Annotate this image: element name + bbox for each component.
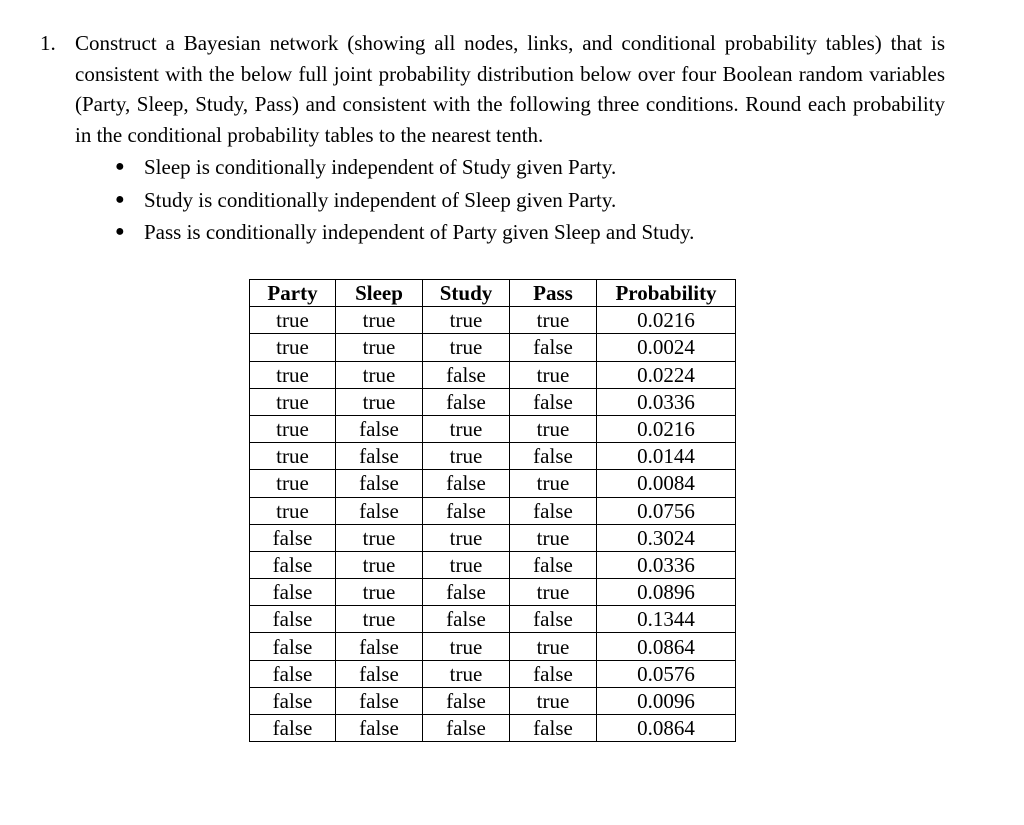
cell-probability: 0.0864 [597, 633, 736, 660]
bullet-icon: ● [115, 223, 125, 240]
cell-sleep: true [336, 361, 423, 388]
header-pass: Pass [510, 280, 597, 307]
cell-sleep: true [336, 307, 423, 334]
cell-party: true [250, 334, 336, 361]
cell-party: false [250, 660, 336, 687]
cell-party: false [250, 715, 336, 742]
cell-probability: 0.0864 [597, 715, 736, 742]
cell-sleep: false [336, 470, 423, 497]
condition-item [40, 151, 945, 184]
cell-study: false [423, 687, 510, 714]
cell-pass: false [510, 443, 597, 470]
question-number: 1. [40, 31, 56, 55]
cell-study: true [423, 524, 510, 551]
cell-study: false [423, 388, 510, 415]
cell-study: true [423, 551, 510, 578]
cell-pass: true [510, 687, 597, 714]
table-body [250, 307, 736, 742]
cell-probability: 0.0224 [597, 361, 736, 388]
cell-sleep: false [336, 715, 423, 742]
cell-study: true [423, 633, 510, 660]
cell-sleep: false [336, 633, 423, 660]
cell-party: false [250, 579, 336, 606]
cell-party: false [250, 606, 336, 633]
cell-party: true [250, 497, 336, 524]
cell-probability: 0.0096 [597, 687, 736, 714]
cell-probability: 0.0216 [597, 307, 736, 334]
table-row [250, 687, 736, 714]
cell-pass: false [510, 660, 597, 687]
cell-study: true [423, 334, 510, 361]
cell-probability: 0.0144 [597, 443, 736, 470]
condition-text: Pass is conditionally independent of Party given Sleep and Study. [144, 220, 695, 244]
cell-party: true [250, 443, 336, 470]
header-probability: Probability [597, 280, 736, 307]
bullet-icon: ● [115, 190, 125, 208]
cell-party: true [250, 307, 336, 334]
cell-study: false [423, 579, 510, 606]
cell-party: true [250, 470, 336, 497]
cell-probability: 0.1344 [597, 606, 736, 633]
table-row [250, 660, 736, 687]
table-row [250, 415, 736, 442]
cell-pass: true [510, 633, 597, 660]
cell-probability: 0.0216 [597, 415, 736, 442]
table-row [250, 633, 736, 660]
cell-sleep: true [336, 579, 423, 606]
conditions-list [40, 151, 945, 249]
condition-item [40, 184, 945, 217]
cell-pass: false [510, 606, 597, 633]
table-row [250, 579, 736, 606]
cell-probability: 0.0336 [597, 388, 736, 415]
cell-sleep: false [336, 497, 423, 524]
table-row [250, 307, 736, 334]
cell-probability: 0.0756 [597, 497, 736, 524]
bullet-icon: ● [115, 158, 125, 175]
cell-sleep: true [336, 606, 423, 633]
table-header-row [250, 280, 736, 307]
cell-study: false [423, 470, 510, 497]
table-row [250, 606, 736, 633]
table-row [250, 361, 736, 388]
cell-sleep: false [336, 660, 423, 687]
question-text: Construct a Bayesian network (showing all nodes, links, and conditional probability tables) that is consistent with the below full joint probability distribution below over four Boolean random variables (Party, Sleep, Study, Pass) and consistent with the following three conditions. Round each probability in the conditional probability tables to the nearest tenth. [75, 31, 945, 147]
cell-pass: true [510, 524, 597, 551]
cell-party: true [250, 415, 336, 442]
cell-party: false [250, 524, 336, 551]
cell-pass: false [510, 388, 597, 415]
table-row [250, 497, 736, 524]
cell-pass: true [510, 361, 597, 388]
cell-pass: false [510, 497, 597, 524]
cell-party: true [250, 388, 336, 415]
table-row [250, 443, 736, 470]
cell-sleep: false [336, 687, 423, 714]
table-row [250, 388, 736, 415]
cell-study: true [423, 307, 510, 334]
condition-text: Study is conditionally independent of Sleep given Party. [144, 187, 617, 212]
cell-sleep: true [336, 551, 423, 578]
cell-pass: false [510, 334, 597, 361]
cell-pass: true [510, 307, 597, 334]
header-party: Party [250, 280, 336, 307]
cell-study: false [423, 497, 510, 524]
table-row [250, 524, 736, 551]
cell-pass: false [510, 715, 597, 742]
cell-sleep: false [336, 443, 423, 470]
table-row [250, 470, 736, 497]
cell-probability: 0.0576 [597, 660, 736, 687]
cell-study: true [423, 660, 510, 687]
cell-probability: 0.0336 [597, 551, 736, 578]
joint-probability-table [249, 279, 736, 742]
header-sleep: Sleep [336, 280, 423, 307]
table-row [250, 334, 736, 361]
cell-study: true [423, 443, 510, 470]
cell-party: false [250, 687, 336, 714]
cell-party: false [250, 551, 336, 578]
cell-sleep: true [336, 388, 423, 415]
cell-study: false [423, 606, 510, 633]
condition-item [40, 216, 945, 249]
question-block [40, 28, 945, 249]
cell-probability: 0.3024 [597, 524, 736, 551]
cell-study: false [423, 361, 510, 388]
cell-sleep: false [336, 415, 423, 442]
table-row [250, 715, 736, 742]
cell-study: false [423, 715, 510, 742]
cell-pass: true [510, 579, 597, 606]
cell-pass: true [510, 470, 597, 497]
cell-probability: 0.0024 [597, 334, 736, 361]
cell-party: false [250, 633, 336, 660]
cell-pass: true [510, 415, 597, 442]
condition-text: Sleep is conditionally independent of Study given Party. [144, 155, 617, 179]
cell-probability: 0.0896 [597, 579, 736, 606]
table-row [250, 551, 736, 578]
cell-study: true [423, 415, 510, 442]
cell-pass: false [510, 551, 597, 578]
cell-probability: 0.0084 [597, 470, 736, 497]
cell-sleep: true [336, 334, 423, 361]
cell-party: true [250, 361, 336, 388]
header-study: Study [423, 280, 510, 307]
cell-sleep: true [336, 524, 423, 551]
